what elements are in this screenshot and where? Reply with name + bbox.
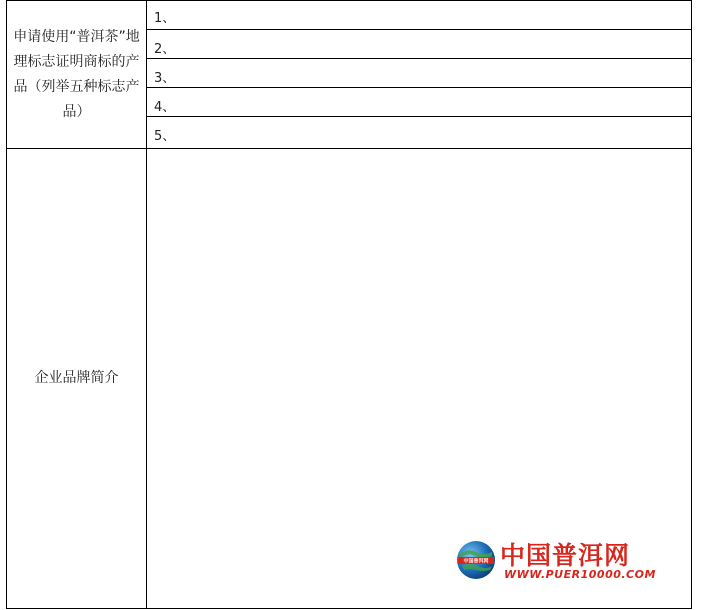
product-item-3[interactable] xyxy=(147,59,692,88)
product-item-5[interactable] xyxy=(147,117,692,149)
site-watermark xyxy=(456,538,660,584)
product-item-number: 5、 xyxy=(154,129,176,144)
application-form-table xyxy=(6,0,692,609)
brand-label-cell xyxy=(7,149,147,609)
product-item-number: 1、 xyxy=(154,11,176,26)
products-label-cell xyxy=(7,1,147,149)
brand-label: 企业品牌简介 xyxy=(34,370,119,386)
product-item-4[interactable] xyxy=(147,88,692,117)
product-item-number: 2、 xyxy=(154,42,176,57)
table-row xyxy=(7,1,692,30)
globe-logo-icon xyxy=(456,540,496,580)
watermark-title: 中国普洱网 xyxy=(500,541,631,570)
product-item-number: 3、 xyxy=(154,71,176,86)
globe-label: 中国普洱网 xyxy=(463,558,489,565)
product-item-1[interactable] xyxy=(147,1,692,30)
watermark-url: WWW.PUER10000.COM xyxy=(504,568,656,581)
product-item-2[interactable] xyxy=(147,30,692,59)
product-item-number: 4、 xyxy=(154,100,176,115)
products-label: 申请使用“普洱茶”地理标志证明商标的产品（列举五种标志产品） xyxy=(13,28,140,120)
